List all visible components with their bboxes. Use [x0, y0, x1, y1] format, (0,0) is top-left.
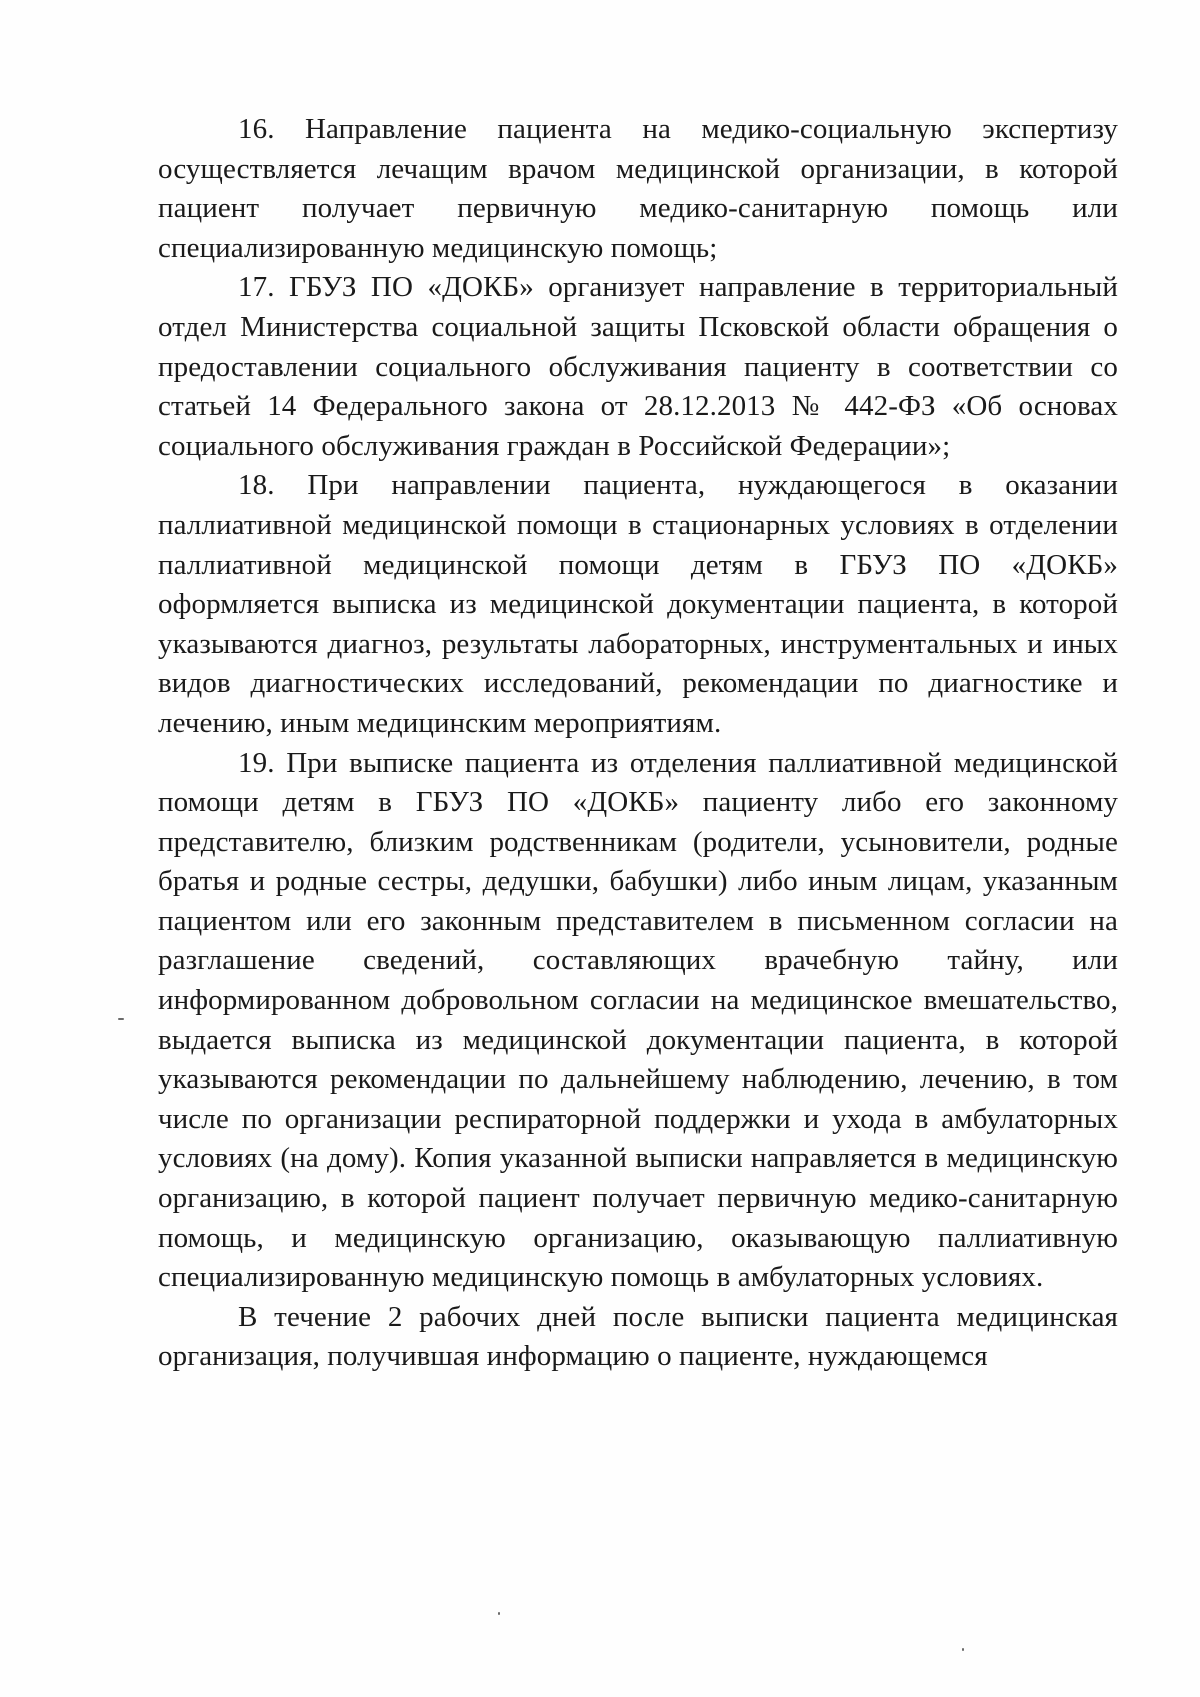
document-body: [158, 110, 1118, 1377]
scan-artifact-bottom-right: [962, 1648, 964, 1651]
paragraph-continuation: В течение 2 рабочих дней после выписки пациента медицинская организация, получившая информацию о пациенте, нуждающемся: [158, 1300, 1118, 1373]
scan-artifact-bottom: [498, 1612, 500, 1615]
paragraph-17: 17. ГБУЗ ПО «ДОКБ» организует направление в территориальный отдел Министерства социальной защиты Псковской области обращения о предоставлении социального обслуживания пациенту в соответствии со статьей 14 Федерального закона от 28.12.2013 № 442-ФЗ «Об основах социального обслуживания граждан в Российской Федерации»;: [158, 271, 1118, 462]
paragraph-18: 18. При направлении пациента, нуждающегося в оказании паллиативной медицинской помощи в стационарных условиях в отделении паллиативной медицинской помощи детям в ГБУЗ ПО «ДОКБ» оформляется выписка из медицинской документации пациента, в которой указываются диагноз, результаты лабораторных, инструментальных и иных видов диагностических исследований, рекомендации по диагностике и лечению, иным медицинским мероприятиям.: [158, 469, 1118, 739]
scan-artifact-left: [118, 1018, 124, 1020]
paragraph-16: 16. Направление пациента на медико-социальную экспертизу осуществляется лечащим врачом медицинской организации, в которой пациент получает первичную медико-санитарную помощь или специализированную медицинскую помощь;: [158, 113, 1118, 264]
paragraph-19: 19. При выписке пациента из отделения паллиативной медицинской помощи детям в ГБУЗ ПО «ДОКБ» пациенту либо его законному представителю, близким родственникам (родители, усыновители, родные братья и родные сестры, дедушки, бабушки) либо иным лицам, указанным пациентом или его законным представителем в письменном согласии на разглашение сведений, составляющих врачебную тайну, или информированном добровольном согласии на медицинское вмешательство, выдается выписка из медицинской документации пациента, в которой указываются рекомендации по дальнейшему наблюдению, лечению, в том числе по организации респираторной поддержки и ухода в амбулаторных условиях (на дому). Копия указанной выписки направляется в медицинскую организацию, в которой пациент получает первичную медико-санитарную помощь, и медицинскую организацию, оказывающую паллиативную специализированную медицинскую помощь в амбулаторных условиях.: [158, 746, 1118, 1294]
